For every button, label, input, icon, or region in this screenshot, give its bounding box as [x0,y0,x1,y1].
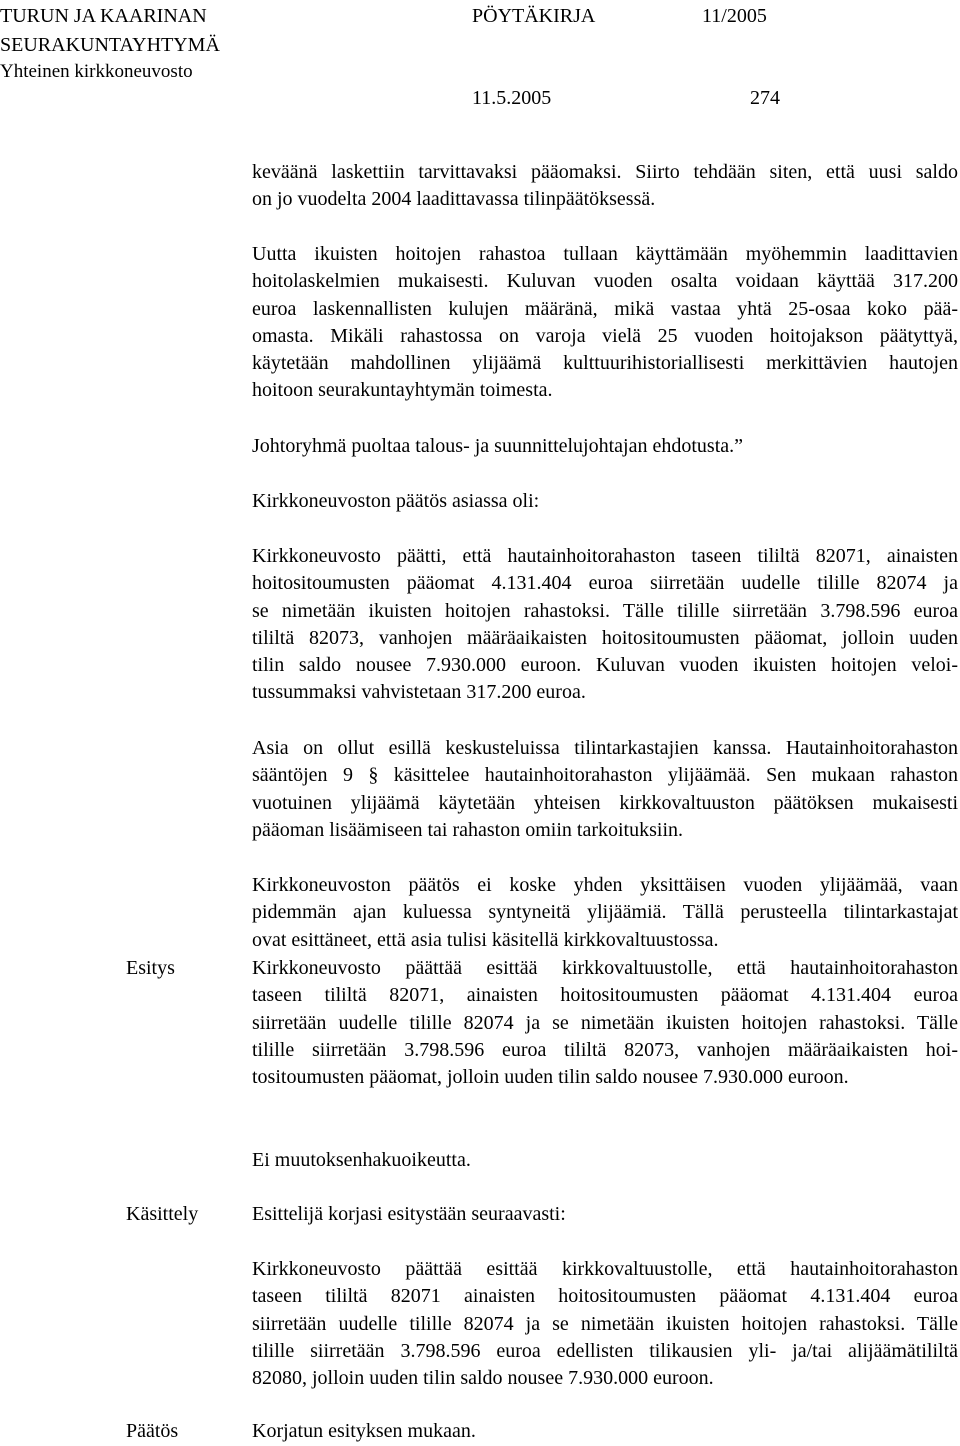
paragraph-1 [252,159,958,214]
section-label-paatos: Päätös [126,1420,179,1442]
body-name: Yhteinen kirkkoneuvosto [0,61,193,82]
text-line: pidemmän ajan kuluessa syntyneitä ylijäämiä. Tällä perusteella tilintarkastajat [252,901,958,924]
document-type: PÖYTÄKIRJA [472,5,596,27]
paragraph-2 [252,241,958,405]
text-line: tositoumusten pääomat, jolloin uuden tilin saldo nousee 7.930.000 euroon. [252,1066,849,1089]
text-line: Kirkkoneuvosto päättää esittää kirkkovaltuustolle, että hautainhoitorahaston [252,957,958,979]
text-line: on jo vuodelta 2004 laadittavassa tilinpäätöksessä. [252,188,656,211]
paragraph-6 [252,735,958,844]
text-line: hoitositoumusten pääomat 4.131.404 euroa siirretään uudelle tilille 82074 ja [252,572,958,595]
appeal-note [252,1147,958,1174]
text-line: euroa laskennallisten kulujen määränä, mikä vastaa yhtä 25-osaa koko pää- [252,297,958,320]
text-line: se nimetään ikuisten hoitojen rahastoksi. Tälle tilille siirretään 3.798.596 euroa [252,599,958,622]
text-line: sääntöjen 9 § käsittelee hautainhoitorahaston ylijäämää. Sen mukaan rahaston [252,764,958,787]
text-line: taseen tililtä 82071, ainaisten hoitositoumusten pääomat 4.131.404 euroa [252,984,958,1007]
text-line: Esittelijä korjasi esitystään seuraavasti: [252,1203,566,1225]
text-line: tussummaksi vahvistetaan 317.200 euroa. [252,681,586,704]
text-line: tilin saldo nousee 7.930.000 euroon. Kuluvan vuoden ikuisten hoitojen veloi- [252,654,958,677]
organization-subname: SEURAKUNTAYHTYMÄ [0,34,220,56]
text-line: omasta. Mikäli rahastossa on varoja vielä 25 vuoden hoitojakson päätyttyä, [252,324,958,347]
text-line: tilille siirretään 3.798.596 euroa edellisten tilikausien yli- ja/tai alijäämätililtä [252,1339,958,1362]
text-line: Asia on ollut esillä keskusteluissa tilintarkastajien kanssa. Hautainhoitorahaston [252,737,958,759]
text-line: keväänä laskettiin tarvittavaksi pääomaksi. Siirto tehdään siten, että uusi saldo [252,161,958,183]
meeting-date: 11.5.2005 [472,87,552,109]
text-line: Kirkkoneuvoston päätös asiassa oli: [252,490,540,512]
text-line: Kirkkoneuvosto päätti, että hautainhoitorahaston taseen tililtä 82071, ainaisten [252,545,958,567]
section-label-kasittely: Käsittely [126,1203,199,1225]
text-line: ovat esittäneet, että asia tulisi käsitellä kirkkovaltuustossa. [252,928,719,951]
text-line: käytetään mahdollinen ylijäämä kulttuurihistoriallisesti merkittävien hautojen [252,352,958,375]
text-line: Johtoryhmä puoltaa talous- ja suunnittelujohtajan ehdotusta.” [252,435,744,457]
text-line: Uutta ikuisten hoitojen rahastoa tullaan käyttämään myöhemmin laadittavien [252,243,958,265]
text-line: hoitolaskelmien mukaisesti. Kuluvan vuoden osalta voidaan käyttää 317.200 [252,270,958,293]
text-line: Kirkkoneuvosto päättää esittää kirkkovaltuustolle, että hautainhoitorahaston [252,1258,958,1280]
page-number: 274 [750,87,780,109]
text-line: pääoman lisäämiseen tai rahaston omiin tarkoituksiin. [252,818,684,841]
text-line: hoitoon seurakuntayhtymän toimesta. [252,379,553,402]
paragraph-7 [252,872,958,954]
kasittely-text [252,1256,958,1392]
text-line: taseen tililtä 82071 ainaisten hoitositoumusten pääomat 4.131.404 euroa [252,1285,958,1308]
text-line: Kirkkoneuvoston päätös ei koske yhden yksittäisen vuoden ylijäämää, vaan [252,874,958,896]
section-label-esitys: Esitys [126,957,175,979]
organization-name: TURUN JA KAARINAN [0,5,207,27]
text-line: siirretään uudelle tilille 82074 ja se nimetään ikuisten hoitojen rahastoksi. Tälle [252,1312,958,1335]
esitys-text [252,955,958,1091]
kasittely-intro [252,1201,958,1228]
text-line: 82080, jolloin uuden tilin saldo nousee 7.930.000 euroon. [252,1367,714,1390]
paragraph-5 [252,543,958,707]
text-line: tililtä 82073, vanhojen määräaikaisten hoitositoumusten pääomat, jolloin uuden [252,626,958,649]
paatos-text [252,1418,958,1445]
text-line: tilille siirretään 3.798.596 euroa tililtä 82073, vanhojen määräaikaisten hoi- [252,1038,958,1061]
document-number: 11/2005 [702,5,767,27]
text-line: Ei muutoksenhakuoikeutta. [252,1149,471,1171]
text-line: vuotuinen ylijäämä käytetään yhteisen kirkkovaltuuston päätöksen mukaisesti [252,791,958,814]
text-line: siirretään uudelle tilille 82074 ja se nimetään ikuisten hoitojen rahastoksi. Tälle [252,1011,958,1034]
paragraph-3 [252,433,958,460]
text-line: Korjatun esityksen mukaan. [252,1420,476,1442]
paragraph-4 [252,488,958,515]
